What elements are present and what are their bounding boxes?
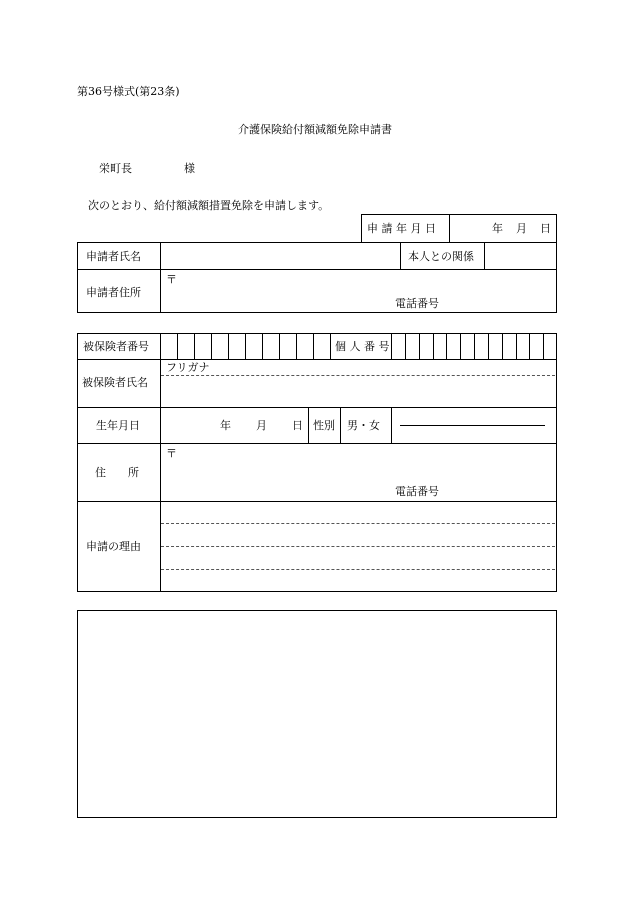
applicant-name-label: 申請者氏名 [86, 250, 141, 263]
gender-label: 性別 [313, 419, 335, 432]
personal-number-cell[interactable] [474, 333, 488, 359]
blank-dash-line [400, 425, 545, 426]
insured-number-cell[interactable] [228, 333, 245, 359]
insured-address-field[interactable] [161, 444, 556, 500]
birth-date-field[interactable] [161, 408, 307, 442]
reason-field[interactable] [161, 502, 556, 591]
personal-number-cell[interactable] [543, 333, 557, 359]
personal-number-cell[interactable] [502, 333, 516, 359]
personal-number-digits [391, 333, 557, 359]
application-date-label: 申 請 年 月 日 [367, 222, 436, 235]
gender-options[interactable]: 男・女 [347, 419, 380, 432]
birth-year-unit: 年 [220, 419, 231, 432]
relation-field[interactable] [485, 243, 556, 268]
relation-label: 本人との関係 [408, 250, 474, 263]
personal-number-cell[interactable] [516, 333, 530, 359]
honorific: 様 [184, 162, 195, 175]
gender-divider-2 [340, 407, 341, 443]
insured-number-digits [160, 333, 330, 359]
birth-day-unit: 日 [292, 419, 303, 432]
insured-name-field[interactable] [161, 377, 556, 406]
date-month-unit: 月 [516, 222, 527, 235]
insured-number-cell[interactable] [177, 333, 194, 359]
furigana-field[interactable] [218, 360, 555, 374]
personal-label-divider-left [330, 333, 331, 359]
date-year-unit: 年 [492, 222, 503, 235]
gender-divider-3 [391, 407, 392, 443]
furigana-label: フリガナ [166, 361, 210, 374]
insured-name-label: 被保険者氏名 [82, 376, 148, 389]
insured-number-cell[interactable] [160, 333, 177, 359]
birth-date-label: 生年月日 [96, 419, 140, 432]
form-number: 第36号様式(第23条) [77, 85, 180, 98]
applicant-address-field[interactable] [161, 270, 556, 312]
applicant-postal-mark: 〒 [166, 273, 177, 286]
personal-number-cell[interactable] [460, 333, 474, 359]
personal-number-cell[interactable] [405, 333, 419, 359]
personal-number-cell[interactable] [446, 333, 460, 359]
row-divider-2 [77, 407, 557, 408]
furigana-dashed-line [161, 375, 555, 376]
insured-number-cell[interactable] [262, 333, 279, 359]
form-title: 介護保険給付額減額免除申請書 [238, 123, 392, 136]
relation-divider-left [400, 242, 401, 269]
insured-number-label: 被保険者番号 [83, 340, 149, 353]
personal-number-cell[interactable] [488, 333, 502, 359]
insured-number-cell[interactable] [194, 333, 211, 359]
insured-number-cell[interactable] [296, 333, 313, 359]
date-day-unit: 日 [540, 222, 551, 235]
addressee: 栄町長 [99, 162, 132, 175]
gender-divider-1 [308, 407, 309, 443]
personal-number-cell[interactable] [433, 333, 447, 359]
insured-number-cell[interactable] [279, 333, 296, 359]
personal-number-cell[interactable] [419, 333, 433, 359]
insured-number-cell[interactable] [211, 333, 228, 359]
notes-box[interactable] [77, 610, 557, 818]
personal-number-cell[interactable] [391, 333, 405, 359]
birth-month-unit: 月 [256, 419, 267, 432]
applicant-phone-label: 電話番号 [395, 297, 439, 310]
insured-phone-label: 電話番号 [395, 485, 439, 498]
insured-number-cell[interactable] [245, 333, 262, 359]
insured-postal-mark: 〒 [166, 447, 177, 460]
applicant-name-field[interactable] [161, 243, 399, 268]
insured-address-label: 住 所 [95, 466, 139, 479]
insured-number-cell[interactable] [313, 333, 330, 359]
personal-number-cell[interactable] [529, 333, 543, 359]
personal-number-label: 個 人 番 号 [335, 340, 390, 353]
reason-label: 申請の理由 [86, 540, 141, 553]
intro-text: 次のとおり、給付額減額措置免除を申請します。 [88, 199, 330, 212]
applicant-address-label: 申請者住所 [86, 286, 141, 299]
